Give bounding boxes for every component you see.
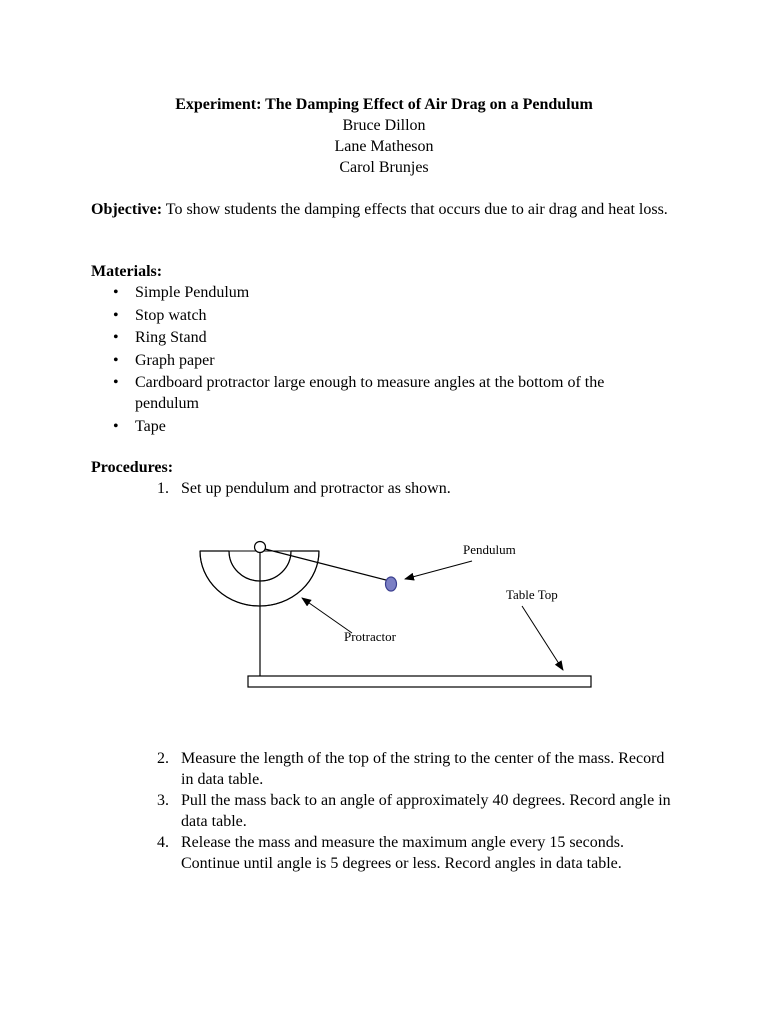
table-top <box>248 676 591 687</box>
table-top-arrow <box>522 606 563 670</box>
list-item <box>91 327 671 348</box>
material-text: Tape <box>135 417 166 435</box>
material-text: Ring Stand <box>135 329 207 346</box>
step-text: Release the mass and measure the maximum angle every 15 seconds. Continue until angle is 5 degrees or less. Record angles in data table. <box>181 834 624 872</box>
step-text: Measure the length of the top of the string to the center of the mass. Record in data table. <box>181 750 665 788</box>
step-number: 2. <box>157 750 169 767</box>
step-text: Pull the mass back to an angle of approximately 40 degrees. Record angle in data table. <box>181 792 671 830</box>
pendulum-bob <box>386 577 397 591</box>
list-item <box>91 478 671 499</box>
bullet-icon: • <box>113 306 119 324</box>
table-top-label: Table Top <box>506 587 558 602</box>
material-text: Graph paper <box>135 351 215 369</box>
author-name: Lane Matheson <box>334 138 434 155</box>
step-text: Set up pendulum and protractor as shown. <box>181 480 451 497</box>
material-text: Cardboard protractor large enough to measure angles at the bottom of the pendulum <box>135 374 605 412</box>
bullet-icon: • <box>113 284 119 301</box>
procedures-continued <box>91 748 671 874</box>
pendulum-arrow <box>405 561 472 579</box>
list-item <box>91 305 671 326</box>
list-item <box>91 282 671 303</box>
materials-list <box>91 282 671 437</box>
list-item <box>91 350 671 371</box>
procedure-steps-part2 <box>91 748 671 874</box>
protractor-label: Protractor <box>344 629 396 644</box>
list-item <box>91 748 671 790</box>
bullet-icon: • <box>113 351 119 369</box>
material-text: Simple Pendulum <box>135 284 250 301</box>
bullet-icon: • <box>113 374 119 391</box>
document-header <box>0 94 768 178</box>
materials-label: Materials: <box>91 263 163 280</box>
pendulum-label: Pendulum <box>463 542 516 557</box>
list-item <box>91 790 671 832</box>
objective-text: To show students the damping effects that occurs due to air drag and heat loss. <box>162 201 668 218</box>
author-name: Carol Brunjes <box>339 159 429 176</box>
document-title: Experiment: The Damping Effect of Air Drag on a Pendulum <box>175 96 593 113</box>
procedures-section <box>91 457 671 499</box>
step-number: 4. <box>157 834 169 851</box>
step-number: 1. <box>157 480 169 497</box>
pendulum-setup-diagram <box>0 530 768 700</box>
pivot-point <box>255 542 266 553</box>
procedures-label: Procedures: <box>91 459 174 476</box>
list-item <box>91 416 671 437</box>
procedure-steps-part1 <box>91 478 671 499</box>
materials-section <box>91 261 671 438</box>
bullet-icon: • <box>113 417 119 435</box>
step-number: 3. <box>157 792 169 809</box>
objective-label: Objective: <box>91 201 163 218</box>
protractor-arrow <box>302 598 352 633</box>
author-name: Bruce Dillon <box>342 117 426 134</box>
list-item <box>91 832 671 874</box>
bullet-icon: • <box>113 329 119 346</box>
objective-section <box>91 199 671 220</box>
material-text: Stop watch <box>135 306 207 324</box>
list-item <box>91 372 671 414</box>
